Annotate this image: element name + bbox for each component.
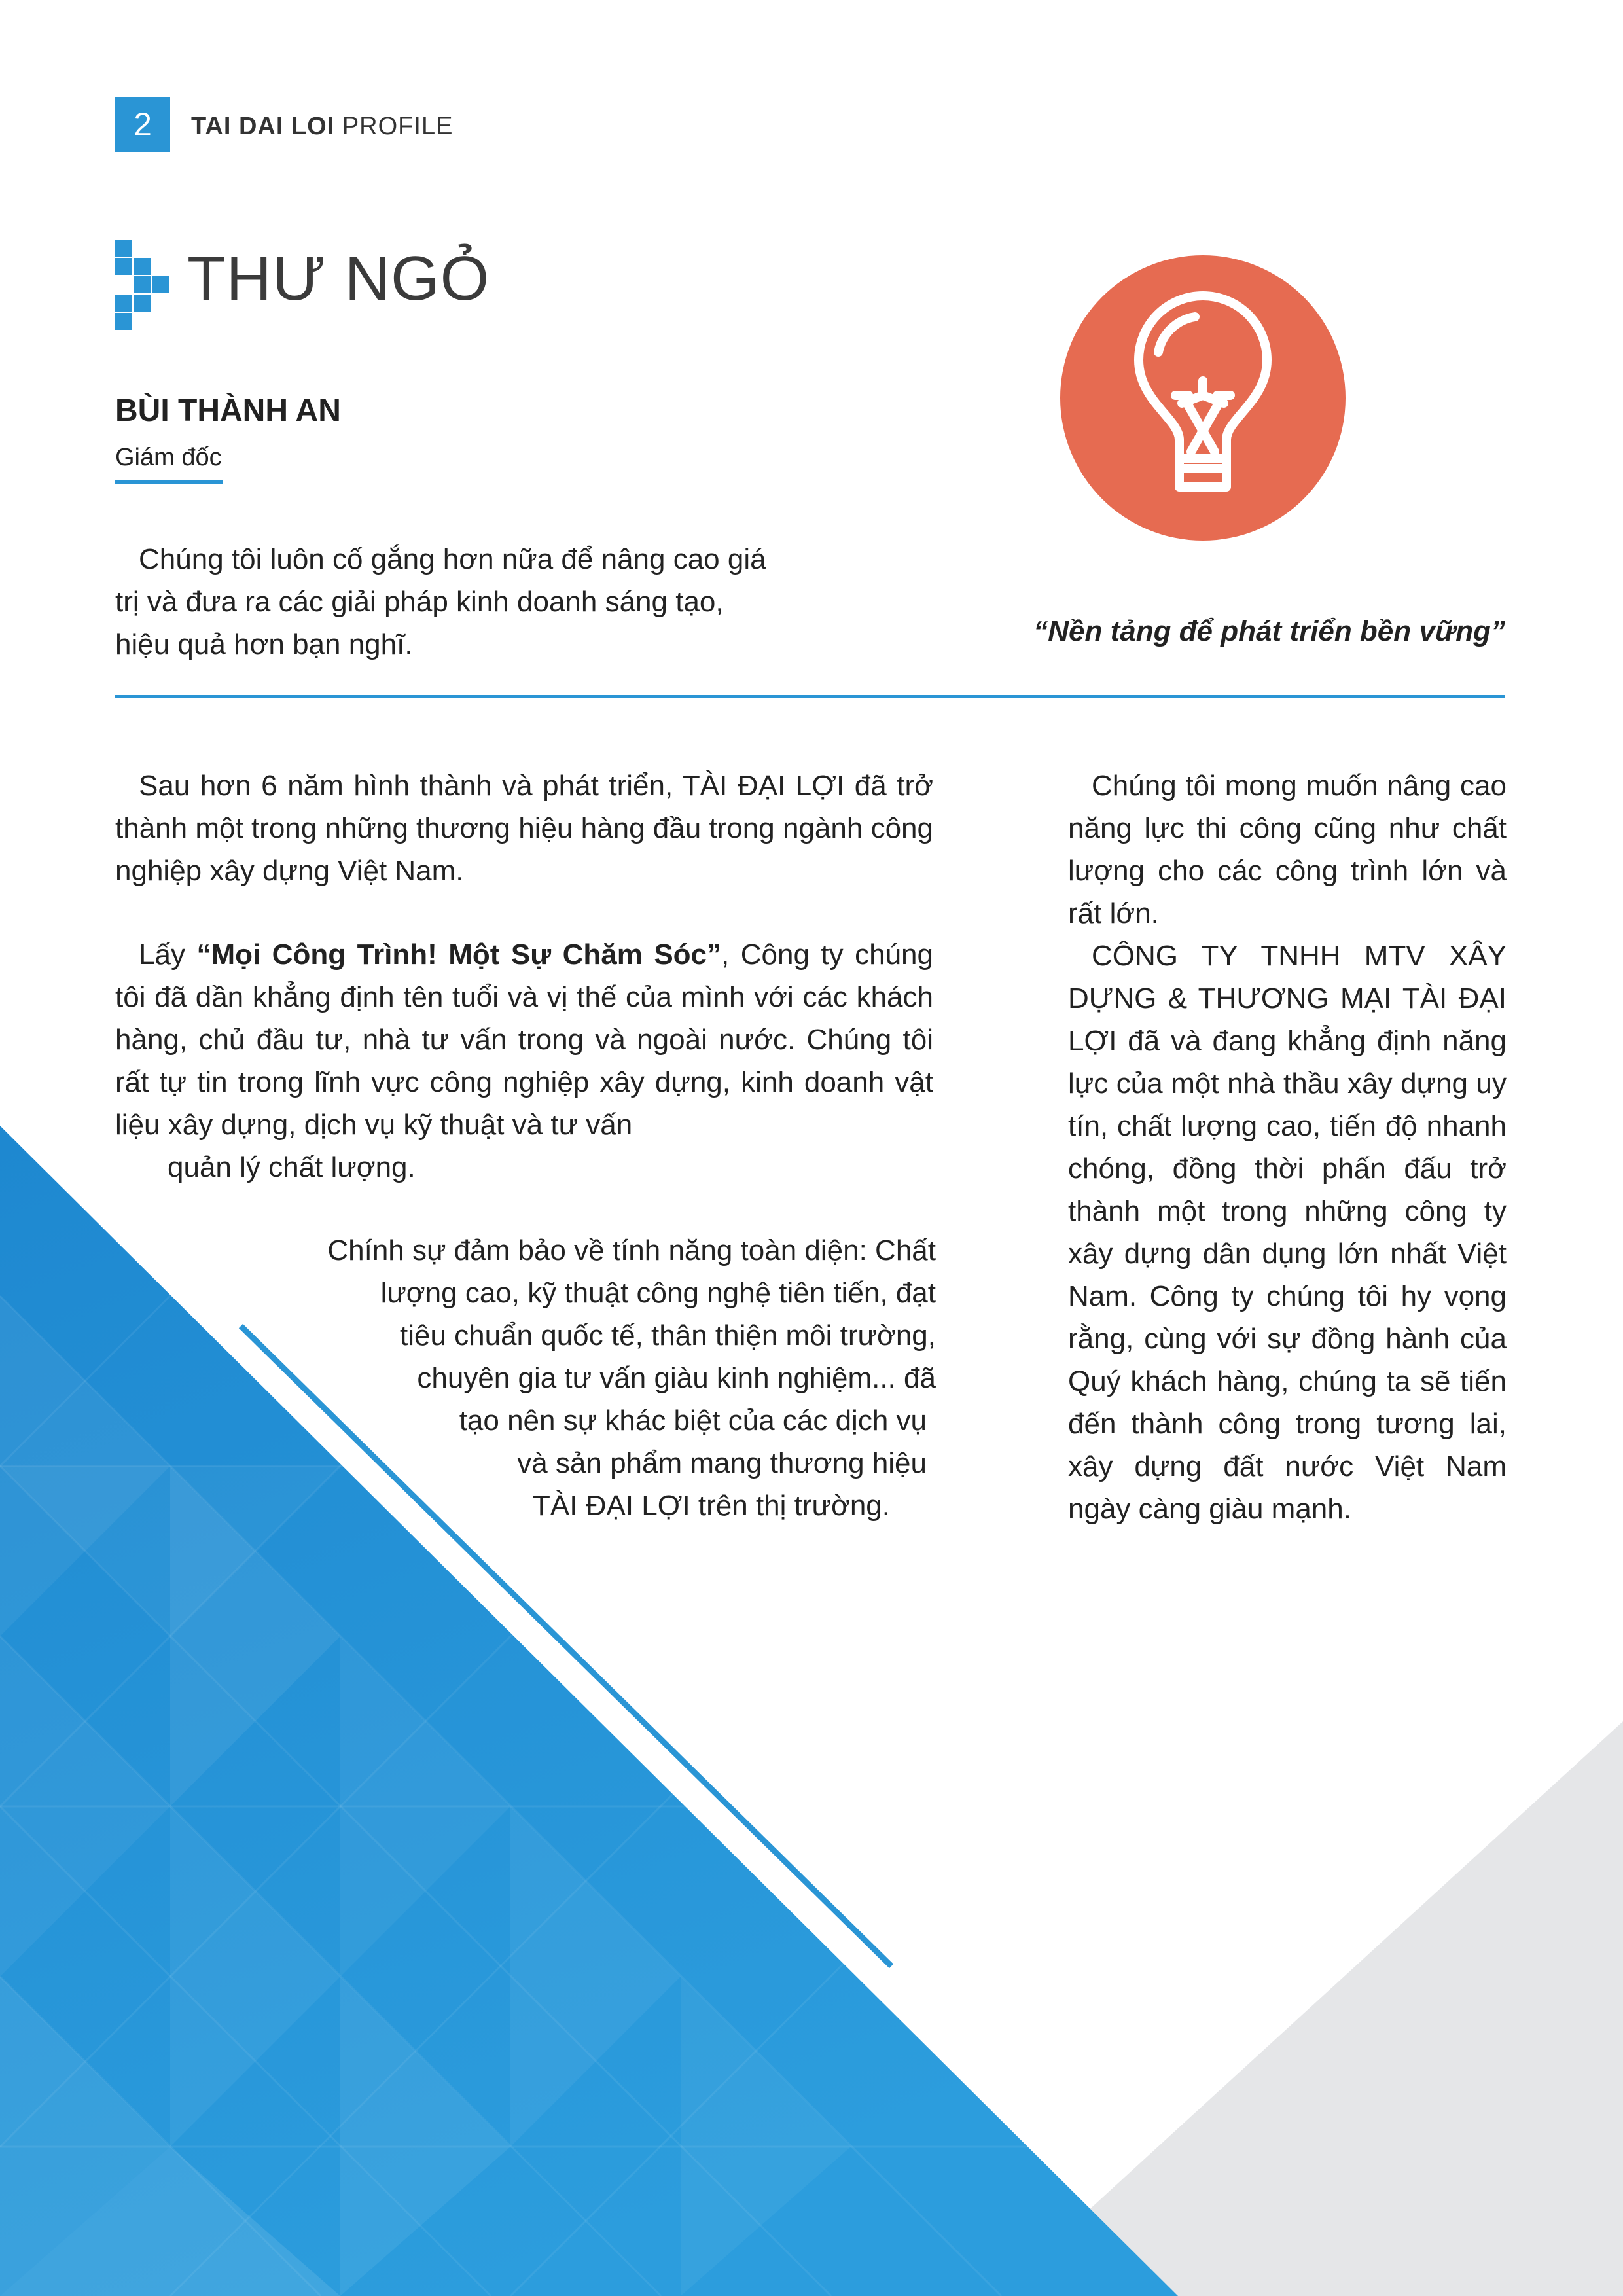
lightbulb-icon — [1060, 255, 1346, 541]
section-title: THƯ NGỎ — [187, 243, 490, 314]
p3-line: tạo nên sự khác biệt của các dịch vụ — [459, 1405, 927, 1437]
p3-line: lượng cao, kỹ thuật công nghệ tiên tiến, đạt — [380, 1277, 936, 1309]
body-paragraph-2 — [115, 933, 933, 1189]
p2-rest: , Công ty chúng tôi đã dần khẳng định tên tuổi và vị thế của mình với các khách hàng, chủ đầu tư, nhà tư vấn trong và ngoài nước. Chúng tôi rất tự tin trong lĩnh vực công nghiệp xây dựng, kinh doanh vật liệu xây dựng, dịch vụ kỹ thuật và tư vấn — [115, 939, 933, 1141]
p3-line: và sản phẩm mang thương hiệu — [517, 1447, 927, 1479]
header-title — [191, 110, 453, 143]
body-paragraph-1-text: Sau hơn 6 năm hình thành và phát triển, TÀI ĐẠI LỢI đã trở thành một trong những thương hiệu hàng đầu trong ngành công nghiệp xây dựng Việt Nam. — [115, 770, 933, 887]
company-motto: “Mọi Công Trình! Một Sự Chăm Sóc” — [196, 939, 722, 971]
body-paragraph-3 — [249, 1229, 936, 1527]
right-paragraph-2: CÔNG TY TNHH MTV XÂY DỰNG & THƯƠNG MẠI TÀI ĐẠI LỢI đã và đang khẳng định năng lực của một nhà thầu xây dựng uy tín, chất lượng cao, tiến độ nhanh chóng, đồng thời phấn đấu trở thành một trong những công ty xây dựng dân dụng lớn nhất Việt Nam. Công ty chúng tôi hy vọng rằng, cùng với sự đồng hành của Quý khách hàng, chúng ta sẽ tiến đến thành công trong tương lai, xây dựng đất nước Việt Nam ngày càng giàu mạnh. — [1068, 940, 1507, 1525]
right-paragraph-1: Chúng tôi mong muốn nâng cao năng lực thi công cũng như chất lượng cho các công trình lớn và rất lớn. — [1068, 770, 1507, 929]
p2-last-line: quản lý chất lượng. — [168, 1151, 416, 1183]
p3-line: chuyên gia tư vấn giàu kinh nghiệm... đã — [417, 1362, 936, 1394]
header-suffix: PROFILE — [334, 113, 454, 140]
role-underline — [115, 480, 223, 484]
p2-prefix: Lấy — [139, 939, 197, 971]
p3-line: Chính sự đảm bảo về tính năng toàn diện: Chất — [327, 1234, 936, 1266]
p3-line: tiêu chuẩn quốc tế, thân thiện môi trường, — [399, 1319, 936, 1352]
director-name: BÙI THÀNH AN — [115, 393, 341, 428]
page-number: 2 — [115, 97, 170, 152]
p3-line: TÀI ĐẠI LỢI trên thị trường. — [533, 1490, 890, 1522]
slogan: “Nền tảng để phát triển bền vững” — [1033, 615, 1505, 647]
pixel-arrow-icon — [115, 240, 170, 330]
body-paragraph-1 — [115, 764, 933, 892]
director-role: Giám đốc — [115, 444, 222, 471]
section-divider — [115, 695, 1505, 698]
header-brand: TAI DAI LOI — [191, 113, 335, 140]
intro-text — [115, 538, 776, 666]
intro-text-content: Chúng tôi luôn cố gắng hơn nữa để nâng cao giá trị và đưa ra các giải pháp kinh doanh sáng tạo, hiệu quả hơn bạn nghĩ. — [115, 543, 766, 660]
right-column — [1068, 764, 1507, 1530]
